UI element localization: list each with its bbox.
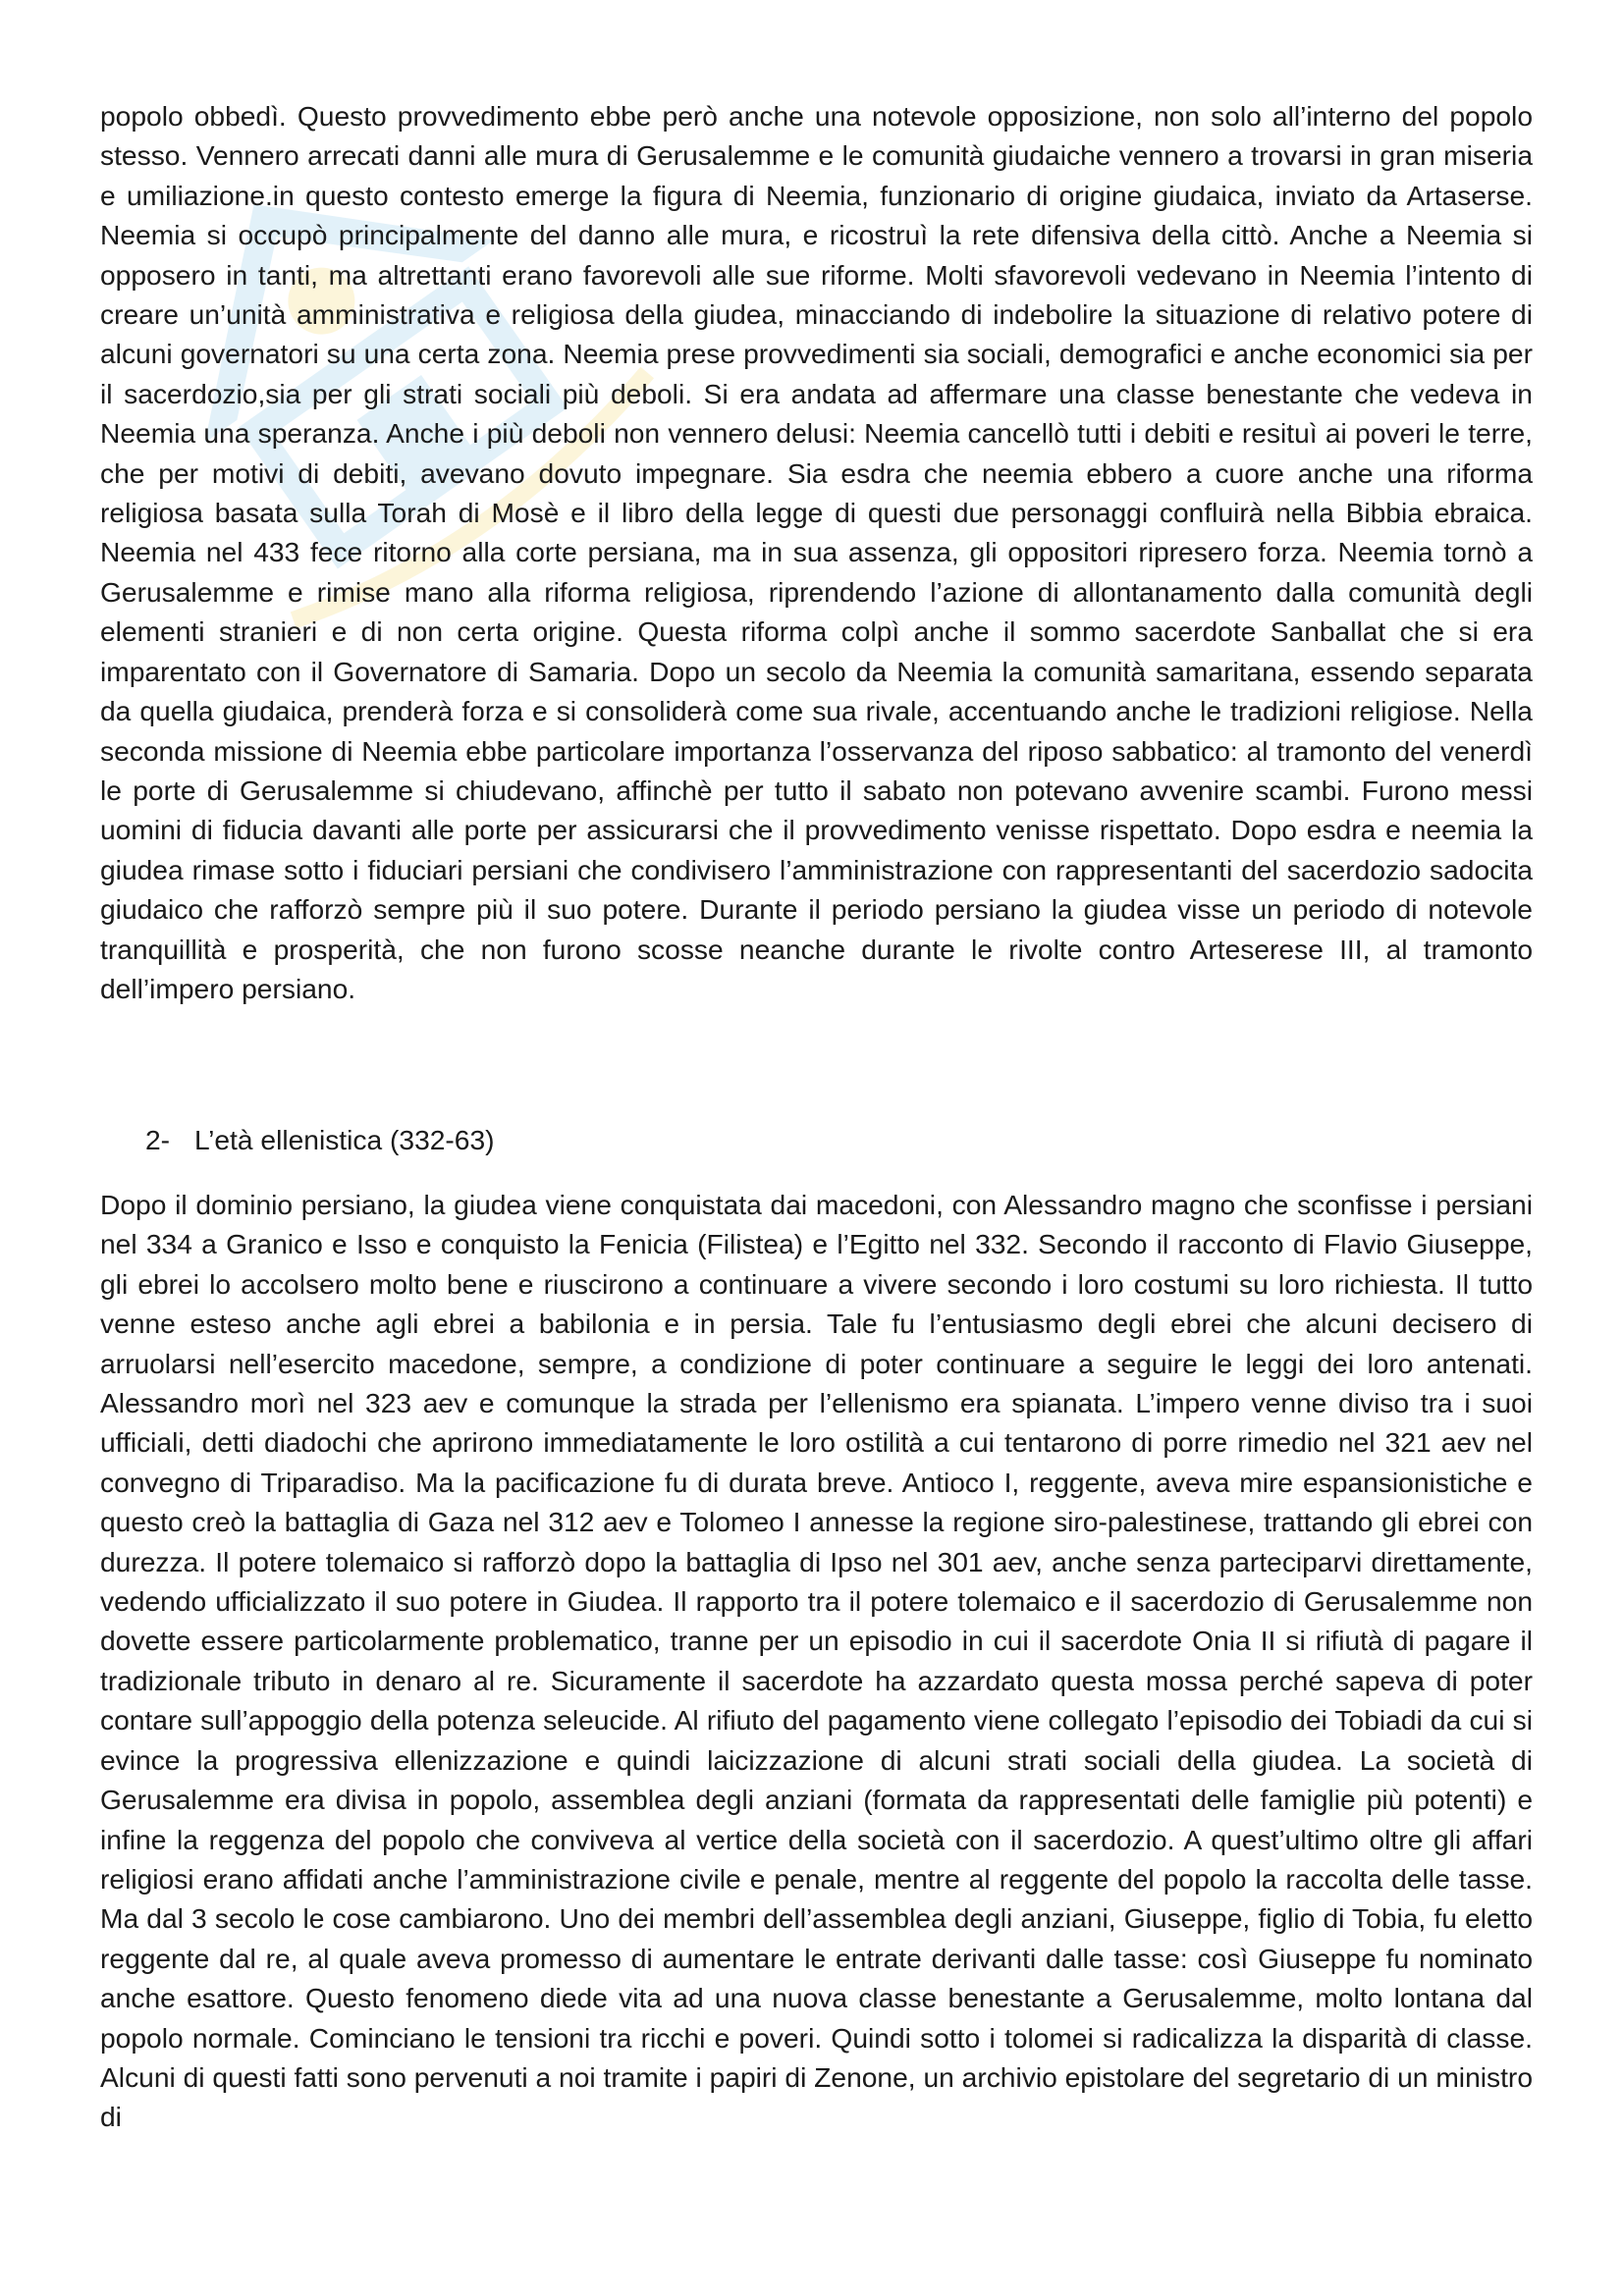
section-title: L’età ellenistica (332-63) (194, 1124, 495, 1155)
section-heading (145, 1120, 495, 1159)
paragraph-hellenistic-period: Dopo il dominio persiano, la giudea viene conquistata dai macedoni, con Alessandro magno che sconfisse i persiani nel 334 a Granico e Isso e conquisto la Fenicia (Filistea) e l’Egitto nel 332. Secondo il racconto di Flavio Giuseppe, gli ebrei lo accolsero molto bene e riuscirono a continuare a vivere secondo i loro costumi su loro richiesta. Il tutto venne esteso anche agli ebrei a babilonia e in persia. Tale fu l’entusiasmo degli ebrei che alcuni decisero di arruolarsi nell’esercito macedone, sempre, a condizione di poter continuare a seguire le leggi dei loro antenati. Alessandro morì nel 323 aev e comunque la strada per l’ellenismo era spianata. L’impero venne diviso tra i suoi ufficiali, detti diadochi che aprirono immediatamente le loro ostilità a cui tentarono di porre rimedio nel 321 aev nel convegno di Triparadiso. Ma la pacificazione fu di durata breve. Antioco I, reggente, aveva mire espansionistiche e questo creò la battaglia di Gaza nel 312 aev e Tolomeo I annesse la regione siro-palestinese, trattando gli ebrei con durezza. Il potere tolemaico si rafforzò dopo la battaglia di Ipso nel 301 aev, anche senza parteciparvi direttamente, vedendo ufficializzato il suo potere in Giudea. Il rapporto tra il potere tolemaico e il sacerdozio di Gerusalemme non dovette essere particolarmente problematico, tranne per un episodio in cui il sacerdote Onia II si rifiutà di pagare il tradizionale tributo in denaro al re. Sicuramente il sacerdote ha azzardato questa mossa perché sapeva di poter contare sull’appoggio della potenza seleucide. Al rifiuto del pagamento viene collegato l’episodio dei Tobiadi da cui si evince la progressiva ellenizzazione e quindi laicizzazione di alcuni strati sociali della giudea. La società di Gerusalemme era divisa in popolo, assemblea degli anziani (formata da rappresentati delle famiglie più potenti) e infine la reggenza del popolo che conviveva al vertice della società con il sacerdozio. A quest’ultimo oltre gli affari religiosi erano affidati anche l’amministrazione civile e penale, mentre al reggente del popolo la raccolta delle tasse. Ma dal 3 secolo le cose cambiarono. Uno dei membri dell’assemblea degli anziani, Giuseppe, figlio di Tobia, fu eletto reggente dal re, al quale aveva promesso di aumentare le entrate derivanti dalle tasse: così Giuseppe fu nominato anche esattore. Questo fenomeno diede vita ad una nuova classe benestante a Gerusalemme, molto lontana dal popolo normale. Cominciano le tensioni tra ricchi e poveri. Quindi sotto i tolomei si radicalizza la disparità di classe. Alcuni di questi fatti sono pervenuti a noi tramite i papiri di Zenone, un archivio epistolare del segretario di un ministro di (100, 1189, 1533, 2133)
paragraph-persian-period: popolo obbedì. Questo provvedimento ebbe però anche una notevole opposizione, non solo all’interno del popolo stesso. Vennero arrecati danni alle mura di Gerusalemme e le comunità giudaiche vennero a trovarsi in gran miseria e umiliazione.in questo contesto emerge la figura di Neemia, funzionario di origine giudaica, inviato da Artaserse. Neemia si occupò principalmente del danno alle mura, e ricostruì la rete difensiva della cittò. Anche a Neemia si opposero in tanti, ma altrettanti erano favorevoli alle sue riforme. Molti sfavorevoli vedevano in Neemia l’intento di creare un’unità amministrativa e religiosa della giudea, minacciando di indebolire la situazione di relativo potere di alcuni governatori su una certa zona. Neemia prese provvedimenti sia sociali, demografici e anche economici sia per il sacerdozio,sia per gli strati sociali più deboli. Si era andata ad affermare una classe benestante che vedeva in Neemia una speranza. Anche i più deboli non vennero delusi: Neemia cancellò tutti i debiti e resituì ai poveri le terre, che per motivi di debiti, avevano dovuto impegnare. Sia esdra che neemia ebbero a cuore anche una riforma religiosa basata sulla Torah di Mosè e il libro della legge di questi due personaggi confluirà nella Bibbia ebraica. Neemia nel 433 fece ritorno alla corte persiana, ma in sua assenza, gli oppositori ripresero forza. Neemia tornò a Gerusalemme e rimise mano alla riforma religiosa, riprendendo l’azione di allontanamento dalla comunità degli elementi stranieri e di non certa origine. Questa riforma colpì anche il sommo sacerdote Sanballat che si era imparentato con il Governatore di Samaria. Dopo un secolo da Neemia la comunità samaritana, essendo separata da quella giudaica, prenderà forza e si consoliderà come sua rivale, accentuando anche le tradizioni religiose. Nella seconda missione di Neemia ebbe particolare importanza l’osservanza del riposo sabbatico: al tramonto del venerdì le porte di Gerusalemme si chiudevano, affinchè per tutto il sabato non potevano avvenire scambi. Furono messi uomini di fiducia davanti alle porte per assicurarsi che il provvedimento venisse rispettato. Dopo esdra e neemia la giudea rimase sotto i fiduciari persiani che condivisero l’amministrazione con rappresentanti del sacerdozio sadocita giudaico che rafforzò sempre più il suo potere. Durante il periodo persiano la giudea visse un periodo di notevole tranquillità e prosperità, che non furono scosse neanche durante le rivolte contro Arteserese III, al tramonto dell’impero persiano. (100, 100, 1533, 1004)
section-number: 2- (145, 1124, 171, 1155)
